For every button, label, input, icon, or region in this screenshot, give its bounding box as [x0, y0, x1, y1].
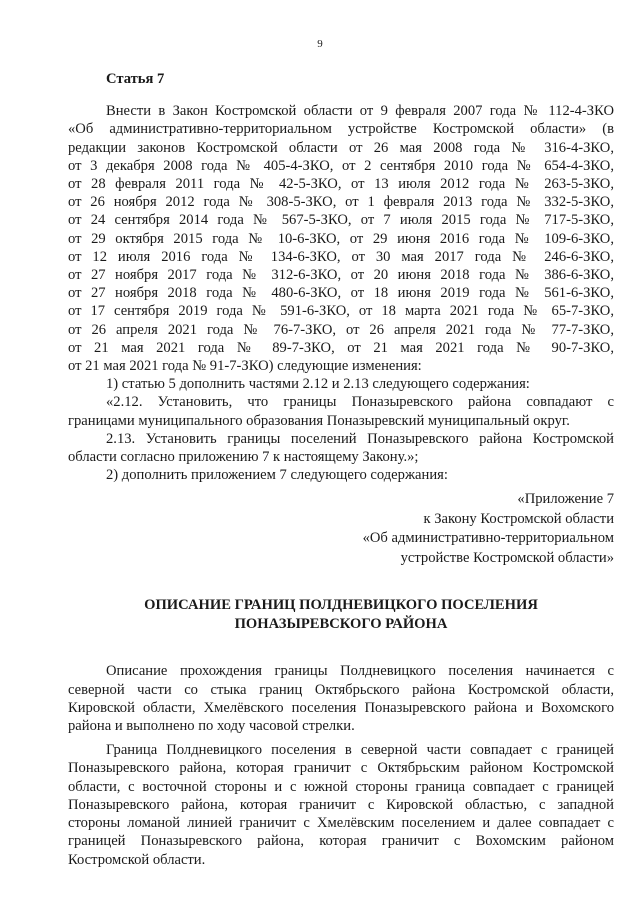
- description-line: Описание прохождения границы Полдневицкого поселения начинается с: [106, 663, 614, 680]
- description-line: Кировской области, Хмелёвского поселения Поназыревского района и Вохомского: [68, 699, 614, 716]
- description-title: [68, 596, 614, 634]
- intro-line: от 21 мая 2021 года № 89-7-ЗКО, от 21 мая 2021 года № 90-7-ЗКО,: [68, 339, 614, 356]
- description-paragraph-2: [68, 741, 614, 868]
- item-2: 2) дополнить приложением 7 следующего содержания:: [106, 467, 448, 484]
- intro-line: от 26 ноября 2012 года № 308-5-ЗКО, от 1 февраля 2013 года № 332-5-ЗКО,: [68, 194, 614, 211]
- description-line: границей Поназыревского района, которая граничит с Вохомским районом: [68, 833, 614, 850]
- intro-line: от 24 сентября 2014 года № 567-5-ЗКО, от 7 июля 2015 года № 717-5-ЗКО,: [68, 212, 614, 229]
- appendix-line: устройстве Костромской области»: [400, 549, 614, 566]
- description-line: стороны ломаной линией граничит с Хмелёвским поселением и далее совпадает с: [68, 815, 614, 832]
- appendix-line: «Приложение 7: [517, 491, 614, 508]
- article-heading: Статья 7: [106, 71, 165, 87]
- description-line: района и выполнено по ходу часовой стрелки.: [68, 718, 355, 735]
- intro-line: от 27 ноября 2018 года № 480-6-ЗКО, от 18 июня 2019 года № 561-6-ЗКО,: [68, 285, 614, 302]
- intro-line: редакции законов Костромской области от 26 мая 2008 года № 316-4-ЗКО,: [68, 139, 614, 156]
- page-number: 9: [317, 38, 323, 50]
- description-line: Костромской области.: [68, 851, 206, 868]
- appendix-line: «Об административно-территориальном: [362, 530, 614, 547]
- intro-line: от 12 июля 2016 года № 134-6-ЗКО, от 30 мая 2017 года № 246-6-ЗКО,: [68, 248, 614, 265]
- intro-line: от 26 апреля 2021 года № 76-7-ЗКО, от 26 апреля 2021 года № 77-7-ЗКО,: [68, 321, 614, 338]
- document-body: [68, 70, 614, 869]
- intro-line: от 29 октября 2015 года № 10-6-ЗКО, от 29 июня 2016 года № 109-6-ЗКО,: [68, 230, 614, 247]
- appendix-header: [68, 490, 614, 568]
- intro-line: от 3 декабря 2008 года № 405-4-ЗКО, от 2 сентября 2010 года № 654-4-ЗКО,: [68, 157, 614, 174]
- description-line: северной части со стыка границ Октябрьского района Костромской области,: [68, 681, 614, 698]
- intro-line: от 21 мая 2021 года № 91-7-ЗКО) следующие изменения:: [68, 358, 422, 375]
- paragraph-2-13-line: 2.13. Установить границы поселений Поназыревского района Костромской: [106, 430, 614, 447]
- paragraph-2-12-line: «2.12. Установить, что границы Поназыревского района совпадают с: [106, 394, 614, 411]
- item-1: 1) статью 5 дополнить частями 2.12 и 2.13 следующего содержания:: [106, 376, 530, 393]
- description-line: Граница Полдневицкого поселения в северной части совпадает с границей: [106, 742, 614, 759]
- intro-line: Внести в Закон Костромской области от 9 февраля 2007 года № 112-4-ЗКО: [106, 103, 614, 120]
- intro-line: от 27 ноября 2017 года № 312-6-ЗКО, от 20 июня 2018 года № 386-6-ЗКО,: [68, 267, 614, 284]
- description-title-line: ОПИСАНИЕ ГРАНИЦ ПОЛДНЕВИЦКОГО ПОСЕЛЕНИЯ: [144, 597, 538, 614]
- intro-line: от 17 сентября 2019 года № 591-6-ЗКО, от 18 марта 2021 года № 65-7-ЗКО,: [68, 303, 614, 320]
- intro-line: «Об административно-территориальном устройстве Костромской области» (в: [68, 121, 614, 138]
- description-paragraph-1: [68, 662, 614, 735]
- article-intro: [68, 102, 614, 375]
- description-title-line: ПОНАЗЫРЕВСКОГО РАЙОНА: [234, 616, 448, 633]
- appendix-line: к Закону Костромской области: [423, 510, 614, 527]
- description-line: Поназыревского района, которая граничит с Октябрьским районом Костромской: [68, 760, 614, 777]
- description-line: области, с восточной стороны и с южной стороны граница совпадает с границей: [68, 778, 614, 795]
- intro-line: от 28 февраля 2011 года № 42-5-ЗКО, от 13 июля 2012 года № 263-5-ЗКО,: [68, 176, 614, 193]
- paragraph-2-12-line: границами муниципального образования Поназыревский муниципальный округ.: [68, 412, 570, 429]
- description-line: Поназыревского района, которая граничит с Кировской областью, с западной: [68, 796, 614, 813]
- paragraph-2-13-line: области согласно приложению 7 к настоящему Закону.»;: [68, 449, 419, 466]
